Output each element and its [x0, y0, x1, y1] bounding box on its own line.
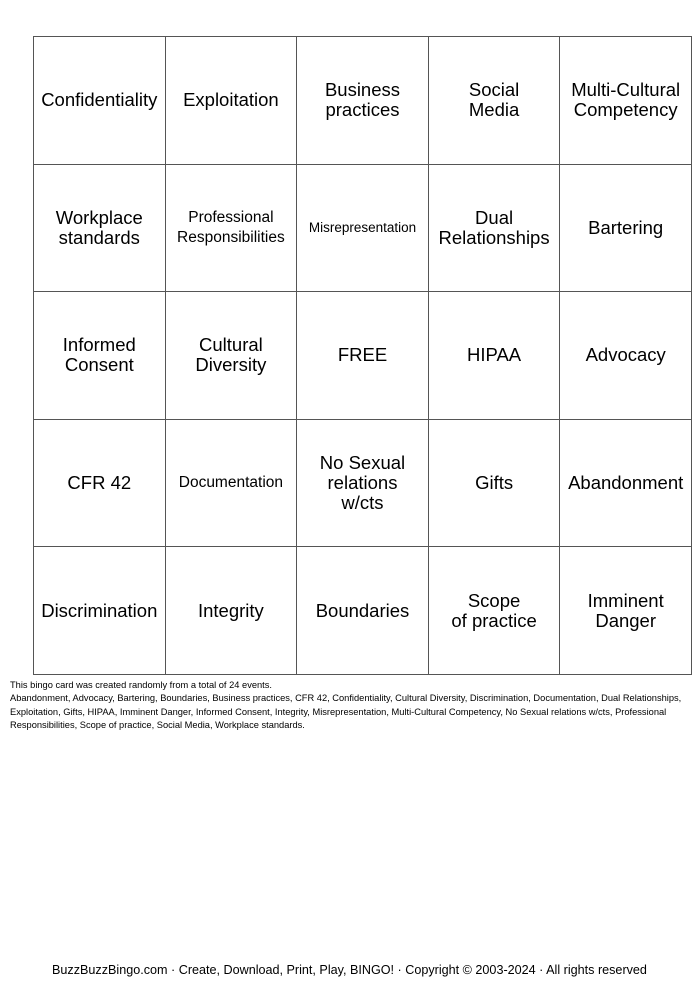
bingo-cell: Dual Relationships — [428, 164, 560, 292]
bingo-row — [34, 292, 692, 420]
bingo-cell: No Sexual relations w/cts — [297, 419, 429, 547]
bingo-cell: Multi-Cultural Competency — [560, 37, 692, 165]
bingo-row — [34, 164, 692, 292]
bingo-cell: Cultural Diversity — [165, 292, 297, 420]
bingo-cell: Bartering — [560, 164, 692, 292]
bingo-cell: Business practices — [297, 37, 429, 165]
bingo-cell: Exploitation — [165, 37, 297, 165]
bingo-cell: CFR 42 — [34, 419, 166, 547]
events-footnote — [10, 679, 690, 733]
bingo-cell: Gifts — [428, 419, 560, 547]
copyright-footer: BuzzBuzzBingo.com · Create, Download, Print, Play, BINGO! · Copyright © 2003-2024 · All rights reserved — [52, 963, 647, 977]
bingo-cell: Abandonment — [560, 419, 692, 547]
bingo-cell: Documentation — [165, 419, 297, 547]
bingo-cell: Imminent Danger — [560, 547, 692, 675]
bingo-cell: Professional Responsibilities — [165, 164, 297, 292]
bingo-cell: HIPAA — [428, 292, 560, 420]
bingo-cell: Boundaries — [297, 547, 429, 675]
bingo-cell: Social Media — [428, 37, 560, 165]
bingo-row — [34, 419, 692, 547]
bingo-cell: Scope of practice — [428, 547, 560, 675]
bingo-cell: Integrity — [165, 547, 297, 675]
bingo-cell: Advocacy — [560, 292, 692, 420]
bingo-cell: Confidentiality — [34, 37, 166, 165]
bingo-cell: Workplace standards — [34, 164, 166, 292]
bingo-row — [34, 37, 692, 165]
bingo-row — [34, 547, 692, 675]
bingo-cell: Discrimination — [34, 547, 166, 675]
footnote-event-list: Abandonment, Advocacy, Bartering, Boundaries, Business practices, CFR 42, Confidentiality, Cultural Diversity, Discrimination, Documentation, Dual Relationships, Exploitation, Gifts, HIPAA, Imminent Danger, Informed Consent, Integrity, Misrepresentation, Multi-Cultural Competency, No Sexual relations w/cts, Professional Responsibilities, Scope of practice, Social Media, Workplace standards. — [10, 693, 682, 731]
bingo-cell: Informed Consent — [34, 292, 166, 420]
free-space-cell: FREE — [297, 292, 429, 420]
bingo-card — [33, 36, 692, 675]
footnote-intro: This bingo card was created randomly from a total of 24 events. — [10, 680, 272, 690]
bingo-cell: Misrepresentation — [297, 164, 429, 292]
